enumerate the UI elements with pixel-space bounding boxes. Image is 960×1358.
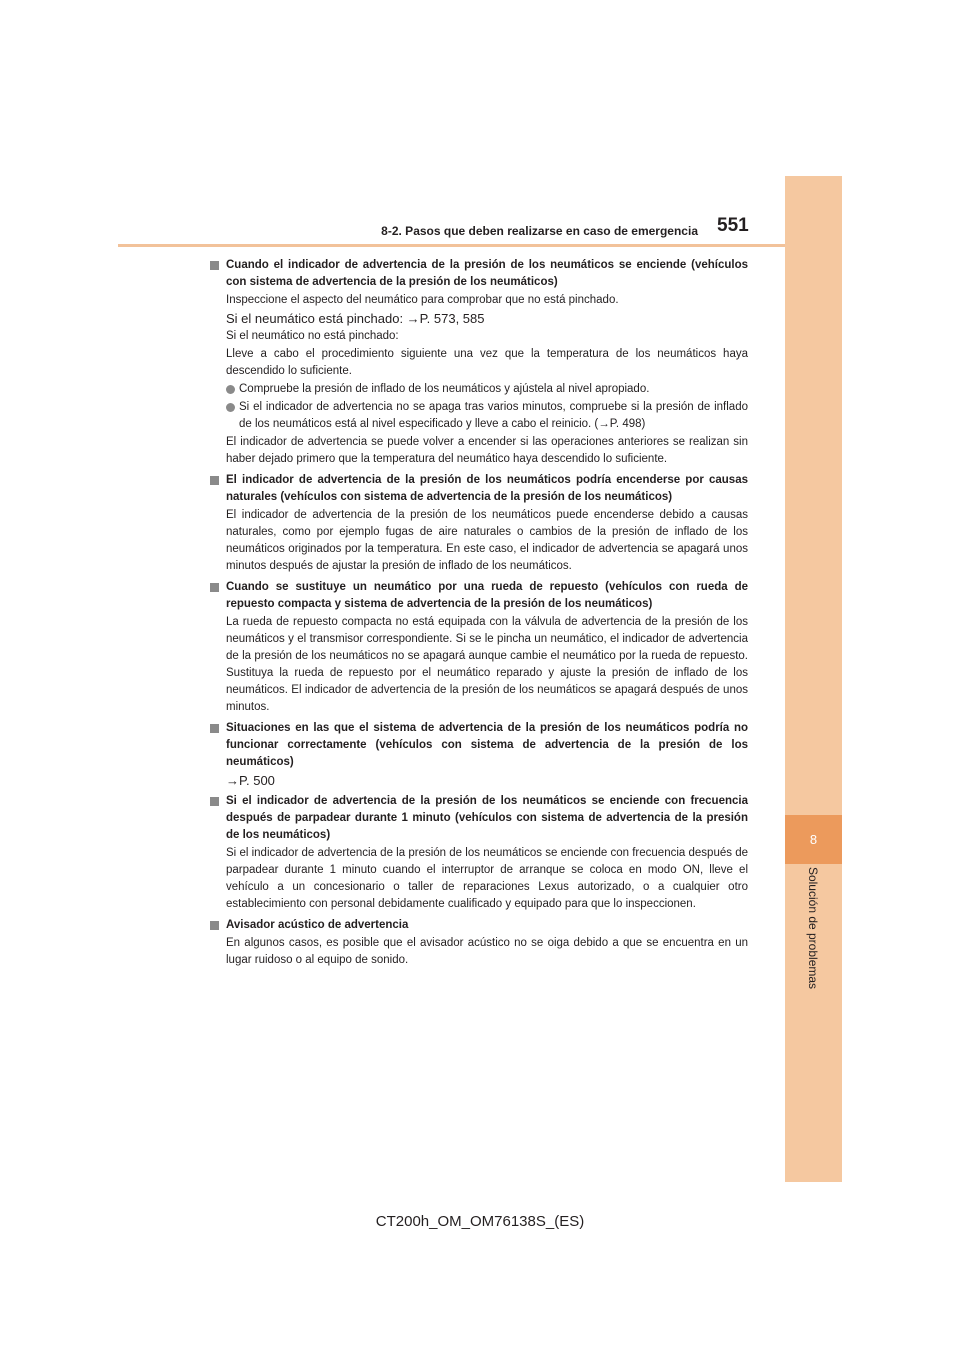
circle-bullet-icon — [226, 403, 235, 412]
section-heading: El indicador de advertencia de la presión de los neumáticos podría encenderse por causas naturales (vehículos con sistema de advertencia de la presión de los neumáticos) — [210, 472, 748, 506]
square-bullet-icon — [210, 261, 219, 270]
paragraph: El indicador de advertencia de la presión de los neumáticos puede encenderse debido a causas naturales, como por ejemplo fugas de aire naturales o cambios de la presión de inflado de los neumáticos originados por la temperatura. En este caso, el indicador de advertencia se apagará unos minutos después de ajustar la presión de inflado de los neumáticos. — [226, 509, 748, 572]
paragraph: La rueda de repuesto compacta no está equipada con la válvula de advertencia de la presión de los neumáticos y el transmisor correspondiente. Si se le pincha un neumático, el indicador de advertencia de la presión de los neumáticos no se apagará aunque cambie el neumático por la rueda de repuesto. Sustituya la rueda de repuesto por el neumático reparado y ajuste la presión de inflado de los neumáticos. El indicador de advertencia de la presión de los neumáticos se apagará después de unos minutos. — [226, 616, 748, 713]
section-heading: Avisador acústico de advertencia — [210, 917, 748, 934]
circle-bullet-icon — [226, 385, 235, 394]
paragraph: En algunos casos, es posible que el avisador acústico no se oiga debido a que se encuentra en un lugar ruidoso o al equipo de sonido. — [226, 937, 748, 966]
reference-paragraph: Si el neumático está pinchado: →P. 573, 585 — [226, 311, 485, 326]
document-code: CT200h_OM_OM76138S_(ES) — [375, 1213, 585, 1230]
paragraph: Si el indicador de advertencia de la presión de los neumáticos se enciende con frecuencia después de parpadear durante 1 minuto cuando el interruptor de arranque se coloca en modo ON, lleve el vehículo a un concesionario o taller de reparaciones Lexus autorizado, o a cualquier otro establecimiento con personal debidamente cualificado y equipado para que lo inspeccionen. — [226, 847, 748, 910]
section-heading: Cuando se sustituye un neumático por una rueda de repuesto (vehículos con rueda de repuesto compacta y sistema de advertencia de la presión de los neumáticos) — [210, 579, 748, 613]
side-tab-band — [785, 176, 842, 1182]
paragraph: Inspeccione el aspecto del neumático para comprobar que no está pinchado. — [226, 294, 619, 306]
reference-paragraph: →P. 500 — [226, 773, 275, 788]
page-number: 551 — [717, 215, 749, 236]
square-bullet-icon — [210, 921, 219, 930]
square-bullet-icon — [210, 476, 219, 485]
paragraph: Lleve a cabo el procedimiento siguiente una vez que la temperatura de los neumáticos haya descendido lo suficiente. — [226, 348, 748, 377]
page-content — [210, 257, 748, 969]
square-bullet-icon — [210, 724, 219, 733]
bullet-item: Compruebe la presión de inflado de los neumáticos y ajústela al nivel apropiado. — [226, 381, 748, 398]
paragraph: El indicador de advertencia se puede volver a encender si las operaciones anteriores se realizan sin haber dejado primero que la temperatura del neumático haya descendido lo suficiente. — [226, 436, 748, 465]
section-heading: Cuando el indicador de advertencia de la presión de los neumáticos se enciende (vehículos con sistema de advertencia de la presión de los neumáticos) — [210, 257, 748, 291]
header-rule — [118, 244, 785, 247]
section-title: 8-2. Pasos que deben realizarse en caso de emergencia — [381, 224, 698, 238]
bullet-item: Si el indicador de advertencia no se apaga tras varios minutos, compruebe si la presión de inflado de los neumáticos está al nivel especificado y lleve a cabo el reinicio. (→P. 498) — [226, 399, 748, 433]
paragraph: Si el neumático no está pinchado: — [226, 330, 399, 342]
section-heading: Si el indicador de advertencia de la presión de los neumáticos se enciende con frecuencia después de parpadear durante 1 minuto (vehículos con sistema de advertencia de la presión de los neumáticos) — [210, 793, 748, 844]
chapter-number-tab: 8 — [785, 815, 842, 864]
section-heading: Situaciones en las que el sistema de advertencia de la presión de los neumáticos podría no funcionar correctamente (vehículos con sistema de advertencia de la presión de los neumáticos) — [210, 720, 748, 771]
square-bullet-icon — [210, 797, 219, 806]
chapter-label: Solución de problemas — [806, 866, 820, 990]
square-bullet-icon — [210, 583, 219, 592]
